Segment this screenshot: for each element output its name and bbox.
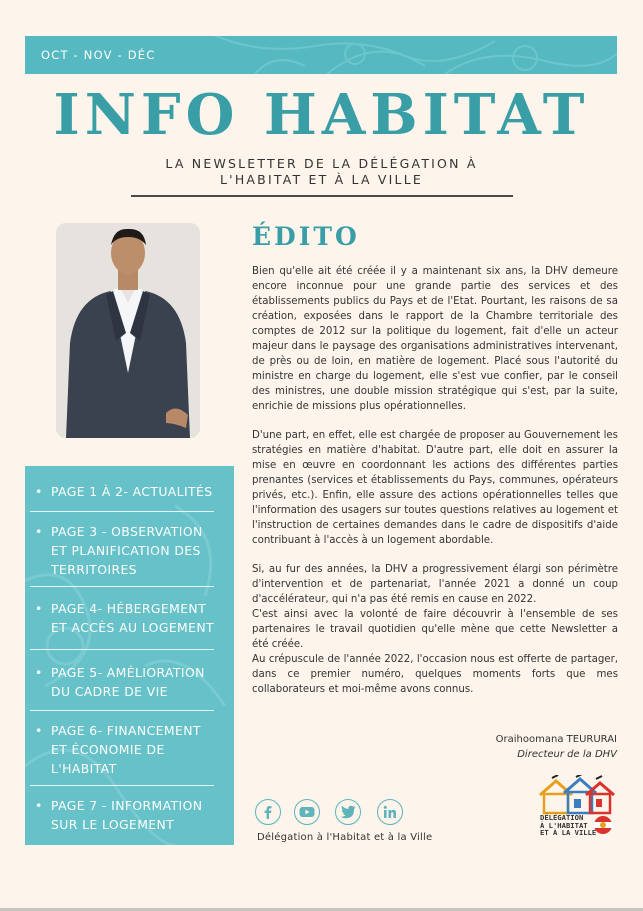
toc-separator xyxy=(30,785,214,786)
organization-name: Délégation à l'Habitat et à la Ville xyxy=(257,832,433,843)
toc-item-observation[interactable]: • PAGE 3 - OBSERVATION ET PLANIFICATION DES TERRITOIRES xyxy=(35,524,203,577)
director-photo xyxy=(56,223,200,438)
newsletter-subtitle xyxy=(120,156,523,188)
edito-paragraph-2: D'une part, en effet, elle est chargée de proposer au Gouvernement les stratégies en matière d'habitat. D'autre part, elle doit en assurer la mise en œuvre en coordonnant les actions des différentes parties prenantes (services et établissements du Pays, communes, opérateurs privés, etc.). Enfin, elle assure des actions opérationnelles telles que l'information des usagers sur toutes questions relatives au logement et l'instruction de certaines demandes dans le cadre de dispositifs d'aide contribuant à l'accès à un logement abordable. xyxy=(252,430,618,546)
toc-separator xyxy=(30,710,214,711)
edito-heading: ÉDITO xyxy=(252,222,360,251)
edito-paragraph-1: Bien qu'elle ait été créée il y a maintenant six ans, la DHV demeure encore inconnue pour une grande partie des services et des établissements publics du Pays et de l'Etat. Pourtant, les raisons de sa création, exposées dans le rapport de la Chambre territoriale des comptes de 2012 sur la politique du logement, fait d'elle un acteur majeur dans le paysage des organisations administratives intervenant, de près ou de loin, en matière de logement. Placé sous l'autorité du ministre en charge du logement, elle s'est vue confier, par le conseil des ministres, une double mission stratégique qui s'est, par la suite, enrichie de missions plus opérationnelles. xyxy=(252,266,618,412)
subtitle-line-2: L'HABITAT ET À LA VILLE xyxy=(220,172,423,187)
facebook-icon[interactable] xyxy=(255,799,281,825)
linkedin-icon[interactable] xyxy=(377,799,403,825)
toc-item-hebergement[interactable]: • PAGE 4- HÉBERGEMENT ET ACCÈS AU LOGEMENT xyxy=(35,601,215,635)
newsletter-title: INFO HABITAT xyxy=(53,82,590,148)
bullet-icon: • xyxy=(35,484,43,499)
bullet-icon: • xyxy=(35,665,43,680)
twitter-icon[interactable] xyxy=(335,799,361,825)
toc-separator xyxy=(30,649,214,650)
toc-item-information[interactable]: • PAGE 7 - INFORMATION SUR LE LOGEMENT xyxy=(35,798,203,832)
toc-item-amelioration[interactable]: • PAGE 5- AMÉLIORATION DU CADRE DE VIE xyxy=(35,665,205,699)
bullet-icon: • xyxy=(35,601,43,616)
edito-paragraph-3: Si, au fur des années, la DHV a progressivement élargi son périmètre d'intervention et de partenariat, l'année 2021 a donné un coup d'accélérateur, qui n'a pas été remis en cause en 2022. xyxy=(252,564,618,605)
edito-paragraph-5: Au crépuscule de l'année 2022, l'occasion nous est offerte de partager, dans ce premier numéro, quelques moments forts que mes collaborateurs et moi-même avons connus. xyxy=(252,654,618,695)
bullet-icon: • xyxy=(35,798,43,813)
header-banner xyxy=(25,36,617,74)
logo-text: DÉLÉGATION À L'HABITAT ET À LA VILLE xyxy=(540,813,597,838)
period-label: OCT - NOV - DÉC xyxy=(41,48,156,62)
bullet-icon: • xyxy=(35,524,43,539)
bullet-icon: • xyxy=(35,723,43,738)
toc-item-actualites[interactable]: • PAGE 1 À 2- ACTUALITÉS xyxy=(35,484,213,499)
toc-item-financement[interactable]: • PAGE 6- FINANCEMENT ET ÉCONOMIE DE L'HABITAT xyxy=(35,723,201,776)
subtitle-line-1: LA NEWSLETTER DE LA DÉLÉGATION À xyxy=(165,156,478,171)
signature-name: Oraihoomana TEURURAI xyxy=(495,734,617,745)
table-of-contents xyxy=(25,466,234,845)
youtube-icon[interactable] xyxy=(294,799,320,825)
edito-body xyxy=(252,264,618,697)
title-divider xyxy=(131,195,513,197)
toc-separator xyxy=(30,511,214,512)
signature-role: Directeur de la DHV xyxy=(517,749,617,760)
edito-paragraph-4: C'est ainsi avec la volonté de faire découvrir à l'ensemble de ses partenaires le travail quotidien qu'elle mène que cette Newsletter a été créée. xyxy=(252,609,618,650)
toc-separator xyxy=(30,586,214,587)
